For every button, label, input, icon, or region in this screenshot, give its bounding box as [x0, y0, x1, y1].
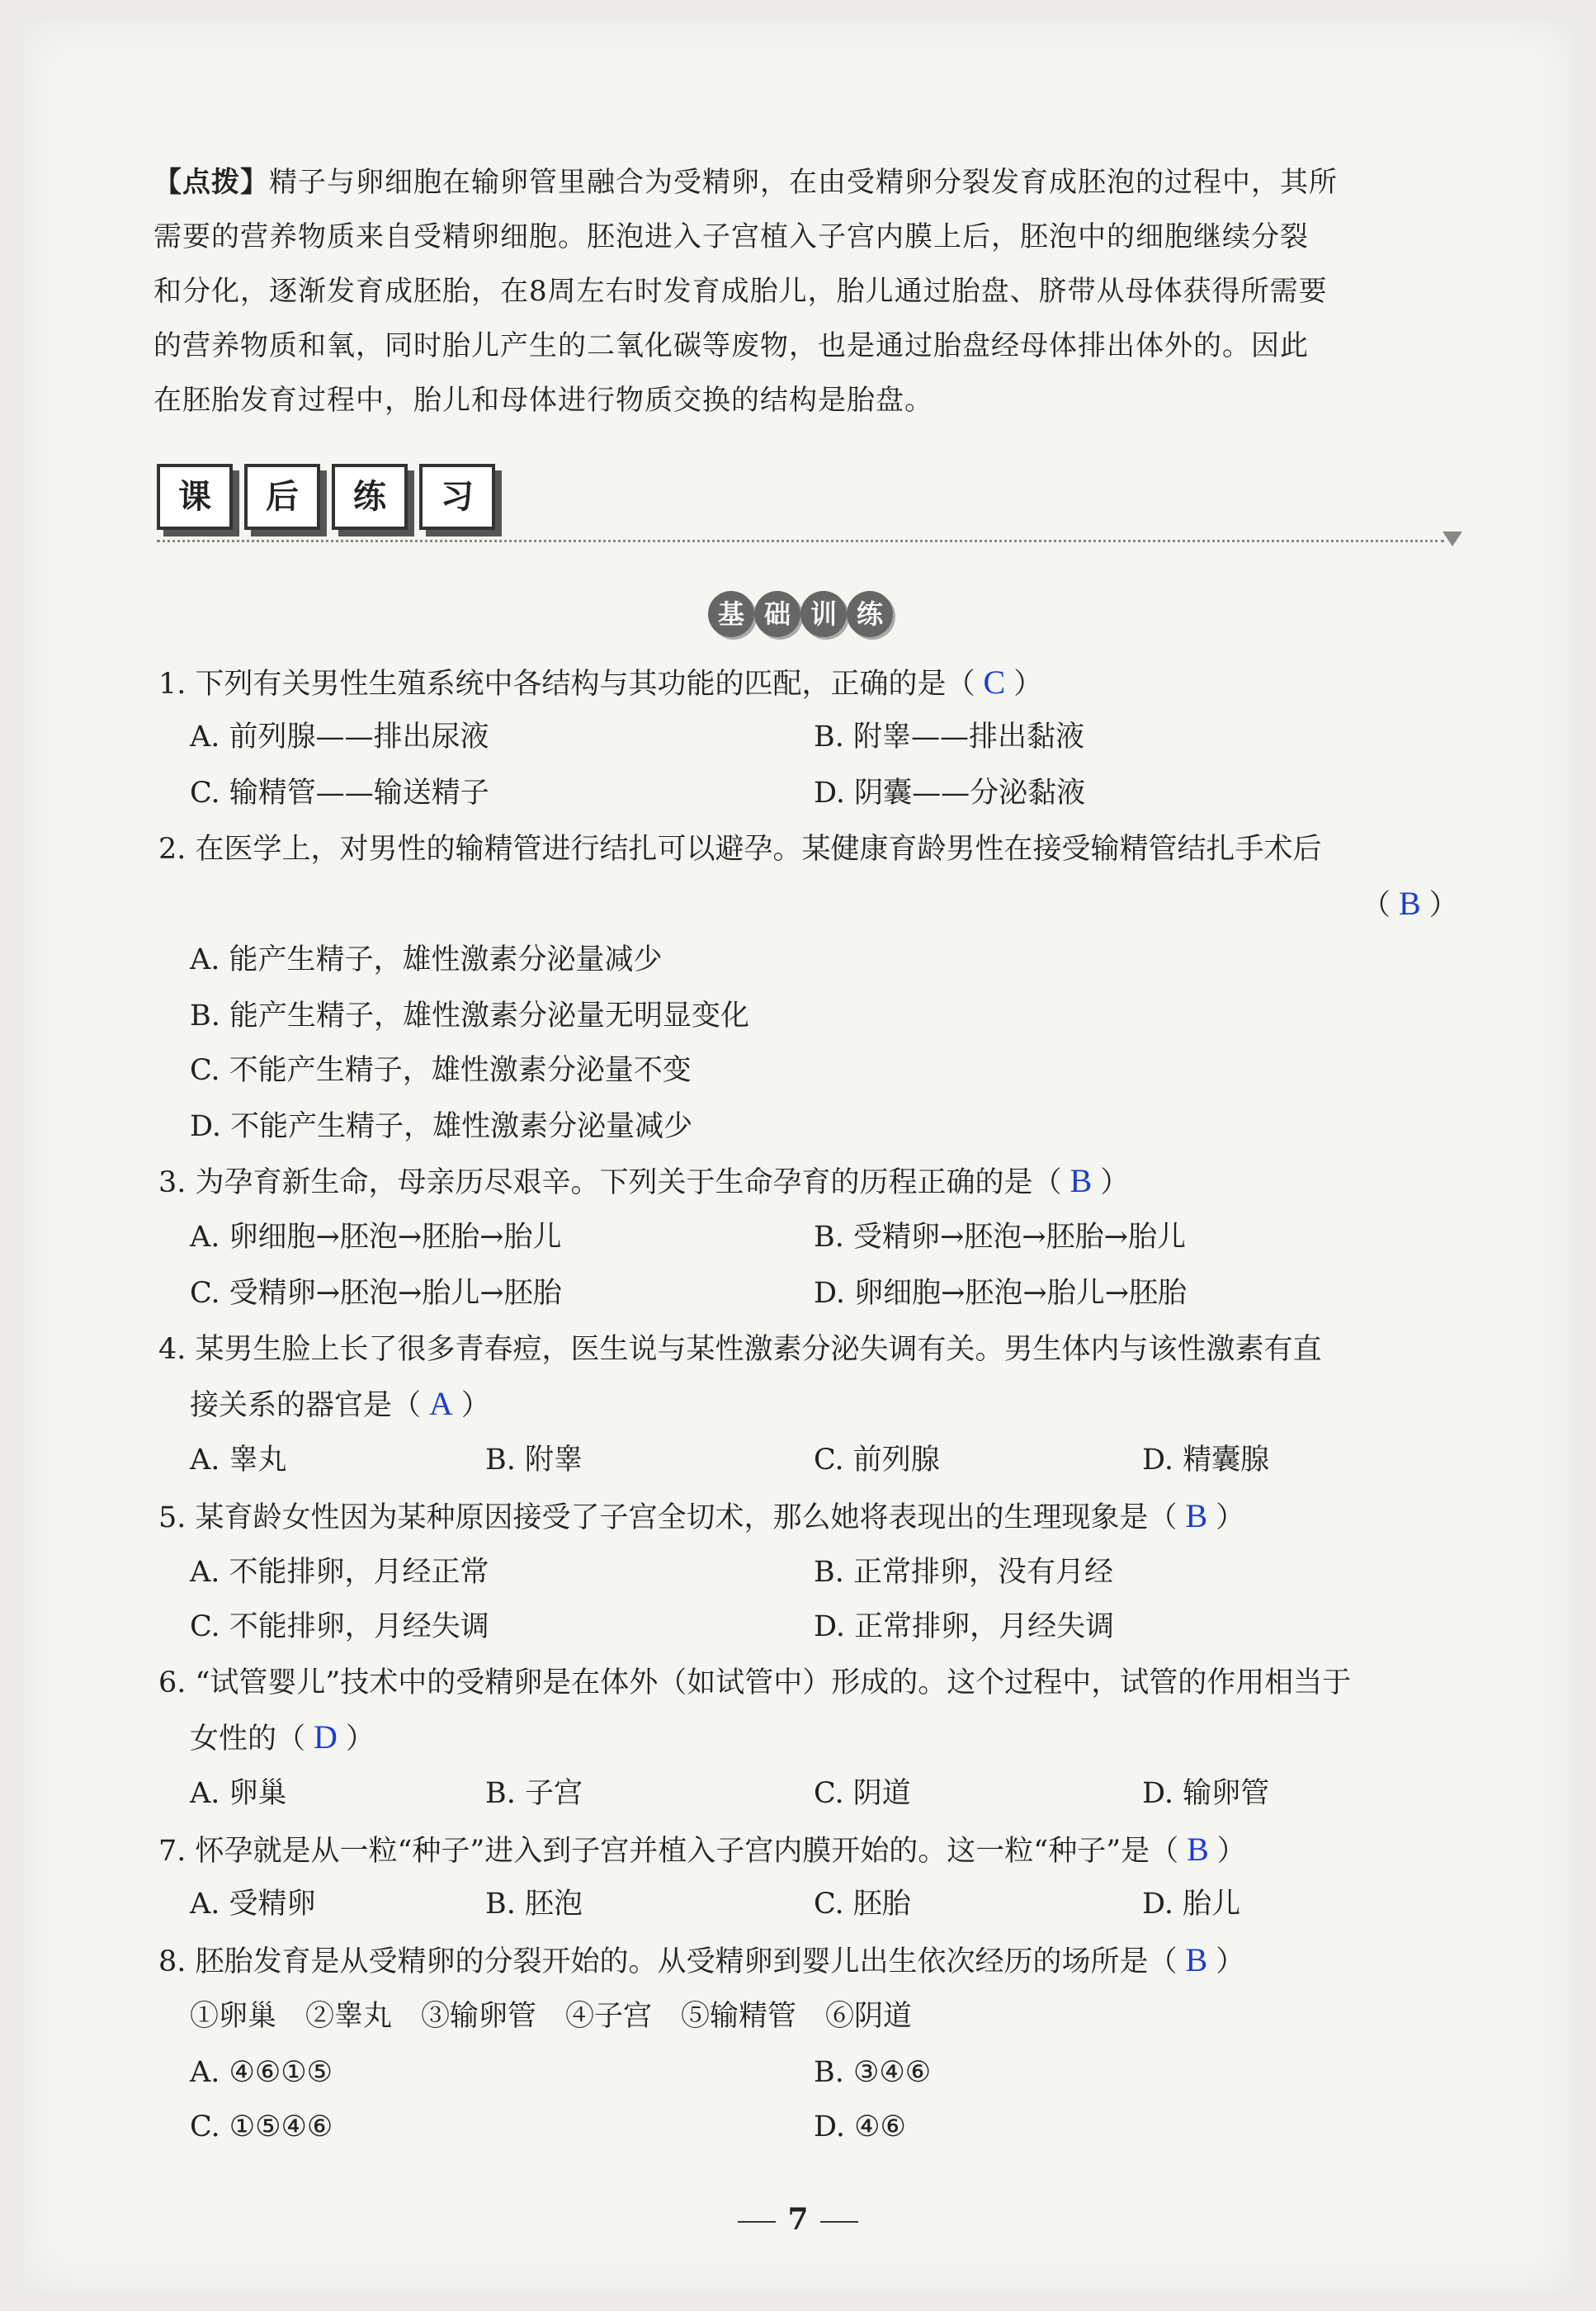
option: B. 正常排卵，没有月经	[814, 1556, 1113, 1589]
option: C. ①⑤④⑥	[190, 2110, 333, 2143]
option: C. 不能排卵，月经失调	[190, 1610, 489, 1643]
tip-line: 和分化，逐渐发育成胚胎，在8周左右时发育成胎儿，胎儿通过胎盘、脐带从母体获得所需要	[153, 275, 1328, 308]
question-3-stem: 3. 为孕育新生命，母亲历尽艰辛。下列关于生命孕育的历程正确的是（ B ）	[158, 1160, 1129, 1203]
option: D. 输卵管	[1142, 1777, 1270, 1810]
answer: D	[314, 1718, 338, 1756]
divider-arrow-icon	[1443, 532, 1462, 546]
banner-char: 课	[157, 464, 233, 530]
banner-char: 后	[244, 464, 320, 530]
option: A. 卵细胞→胚泡→胚胎→胎儿	[190, 1221, 562, 1254]
question-6-stem: 6. “试管婴儿”技术中的受精卵是在体外（如试管中）形成的。这个过程中，试管的作用相当于	[158, 1666, 1352, 1699]
section-char: 练	[847, 591, 893, 637]
question-7-stem: 7. 怀孕就是从一粒“种子”进入到子宫并植入子宫内膜开始的。这一粒“种子”是（ B ）	[158, 1829, 1246, 1872]
option: C. 前列腺	[814, 1444, 940, 1477]
question-8-stem: 8. 胚胎发育是从受精卵的分裂开始的。从受精卵到婴儿出生依次经历的场所是（ B ）	[158, 1940, 1244, 1983]
question-5-stem: 5. 某育龄女性因为某种原因接受了子宫全切术，那么她将表现出的生理现象是（ B ）	[158, 1496, 1244, 1538]
section-char: 基	[708, 591, 754, 637]
question-2-answer: （ B ）	[1362, 883, 1458, 926]
tip-line: 需要的营养物质来自受精卵细胞。胚泡进入子宫植入子宫内膜上后，胚泡中的细胞继续分裂	[153, 220, 1309, 253]
divider	[157, 540, 1444, 542]
answer: B	[1187, 1831, 1209, 1868]
option: C. 受精卵→胚泡→胎儿→胚胎	[190, 1277, 562, 1310]
option: B. ③④⑥	[814, 2056, 932, 2089]
tip-paragraph	[153, 155, 1466, 428]
option: D. 不能产生精子，雄性激素分泌量减少	[190, 1110, 693, 1143]
option: A. 前列腺——排出尿液	[190, 721, 489, 754]
page-number: 7	[0, 2202, 1596, 2237]
banner-char: 习	[419, 464, 495, 530]
option: D. 精囊腺	[1142, 1444, 1270, 1477]
question-4-stem-cont: 接关系的器官是（ A ）	[190, 1383, 490, 1426]
section-char: 础	[754, 591, 800, 637]
option: C. 阴道	[814, 1777, 911, 1810]
answer: C	[983, 664, 1006, 701]
option: D. 胎儿	[1142, 1888, 1241, 1921]
answer: B	[1399, 885, 1421, 922]
option: A. 卵巢	[190, 1777, 287, 1810]
option: B. 受精卵→胚泡→胚胎→胎儿	[814, 1221, 1186, 1254]
question-2-stem: 2. 在医学上，对男性的输精管进行结扎可以避孕。某健康育龄男性在接受输精管结扎手术后	[158, 833, 1322, 866]
question-4-stem: 4. 某男生脸上长了很多青春痘，医生说与某性激素分泌失调有关。男生体内与该性激素有直	[158, 1333, 1322, 1366]
option: C. 胚胎	[814, 1888, 911, 1921]
answer: A	[429, 1385, 453, 1422]
option: D. 正常排卵，月经失调	[814, 1610, 1115, 1643]
option: B. 胚泡	[485, 1888, 583, 1921]
option: B. 附睾——排出黏液	[814, 721, 1084, 754]
option: A. ④⑥①⑤	[190, 2056, 333, 2089]
section-char: 训	[800, 591, 847, 637]
tip-line: 的营养物质和氧，同时胎儿产生的二氧化碳等废物，也是通过胎盘经母体排出体外的。因此	[153, 329, 1309, 362]
option: B. 子宫	[485, 1777, 583, 1810]
option: A. 睾丸	[190, 1444, 287, 1477]
tip-line: 精子与卵细胞在输卵管里融合为受精卵，在由受精卵分裂发育成胚泡的过程中，其所	[269, 166, 1338, 199]
option: D. 阴囊——分泌黏液	[814, 777, 1086, 810]
option: C. 不能产生精子，雄性激素分泌量不变	[190, 1054, 692, 1087]
option: C. 输精管——输送精子	[190, 777, 489, 810]
banner-char: 练	[332, 464, 408, 530]
question-6-stem-cont: 女性的（ D ）	[190, 1717, 375, 1760]
question-1-stem: 1. 下列有关男性生殖系统中各结构与其功能的匹配，正确的是（ C ）	[158, 662, 1042, 705]
tip-line: 在胚胎发育过程中，胎儿和母体进行物质交换的结构是胎盘。	[153, 384, 933, 417]
option: D. ④⑥	[814, 2110, 906, 2143]
option: A. 受精卵	[190, 1888, 316, 1921]
option: D. 卵细胞→胚泡→胎儿→胚胎	[814, 1277, 1188, 1310]
option: A. 能产生精子，雄性激素分泌量减少	[190, 943, 663, 976]
answer: B	[1185, 1941, 1208, 1978]
answer: B	[1185, 1497, 1208, 1534]
option: A. 不能排卵，月经正常	[190, 1556, 489, 1589]
answer: B	[1070, 1162, 1093, 1199]
question-8-items: ①卵巢 ②睾丸 ③输卵管 ④子宫 ⑤输精管 ⑥阴道	[190, 2000, 913, 2033]
tip-label: 【点拨】	[153, 166, 269, 199]
option: B. 附睾	[485, 1444, 583, 1477]
option: B. 能产生精子，雄性激素分泌量无明显变化	[190, 1000, 749, 1033]
